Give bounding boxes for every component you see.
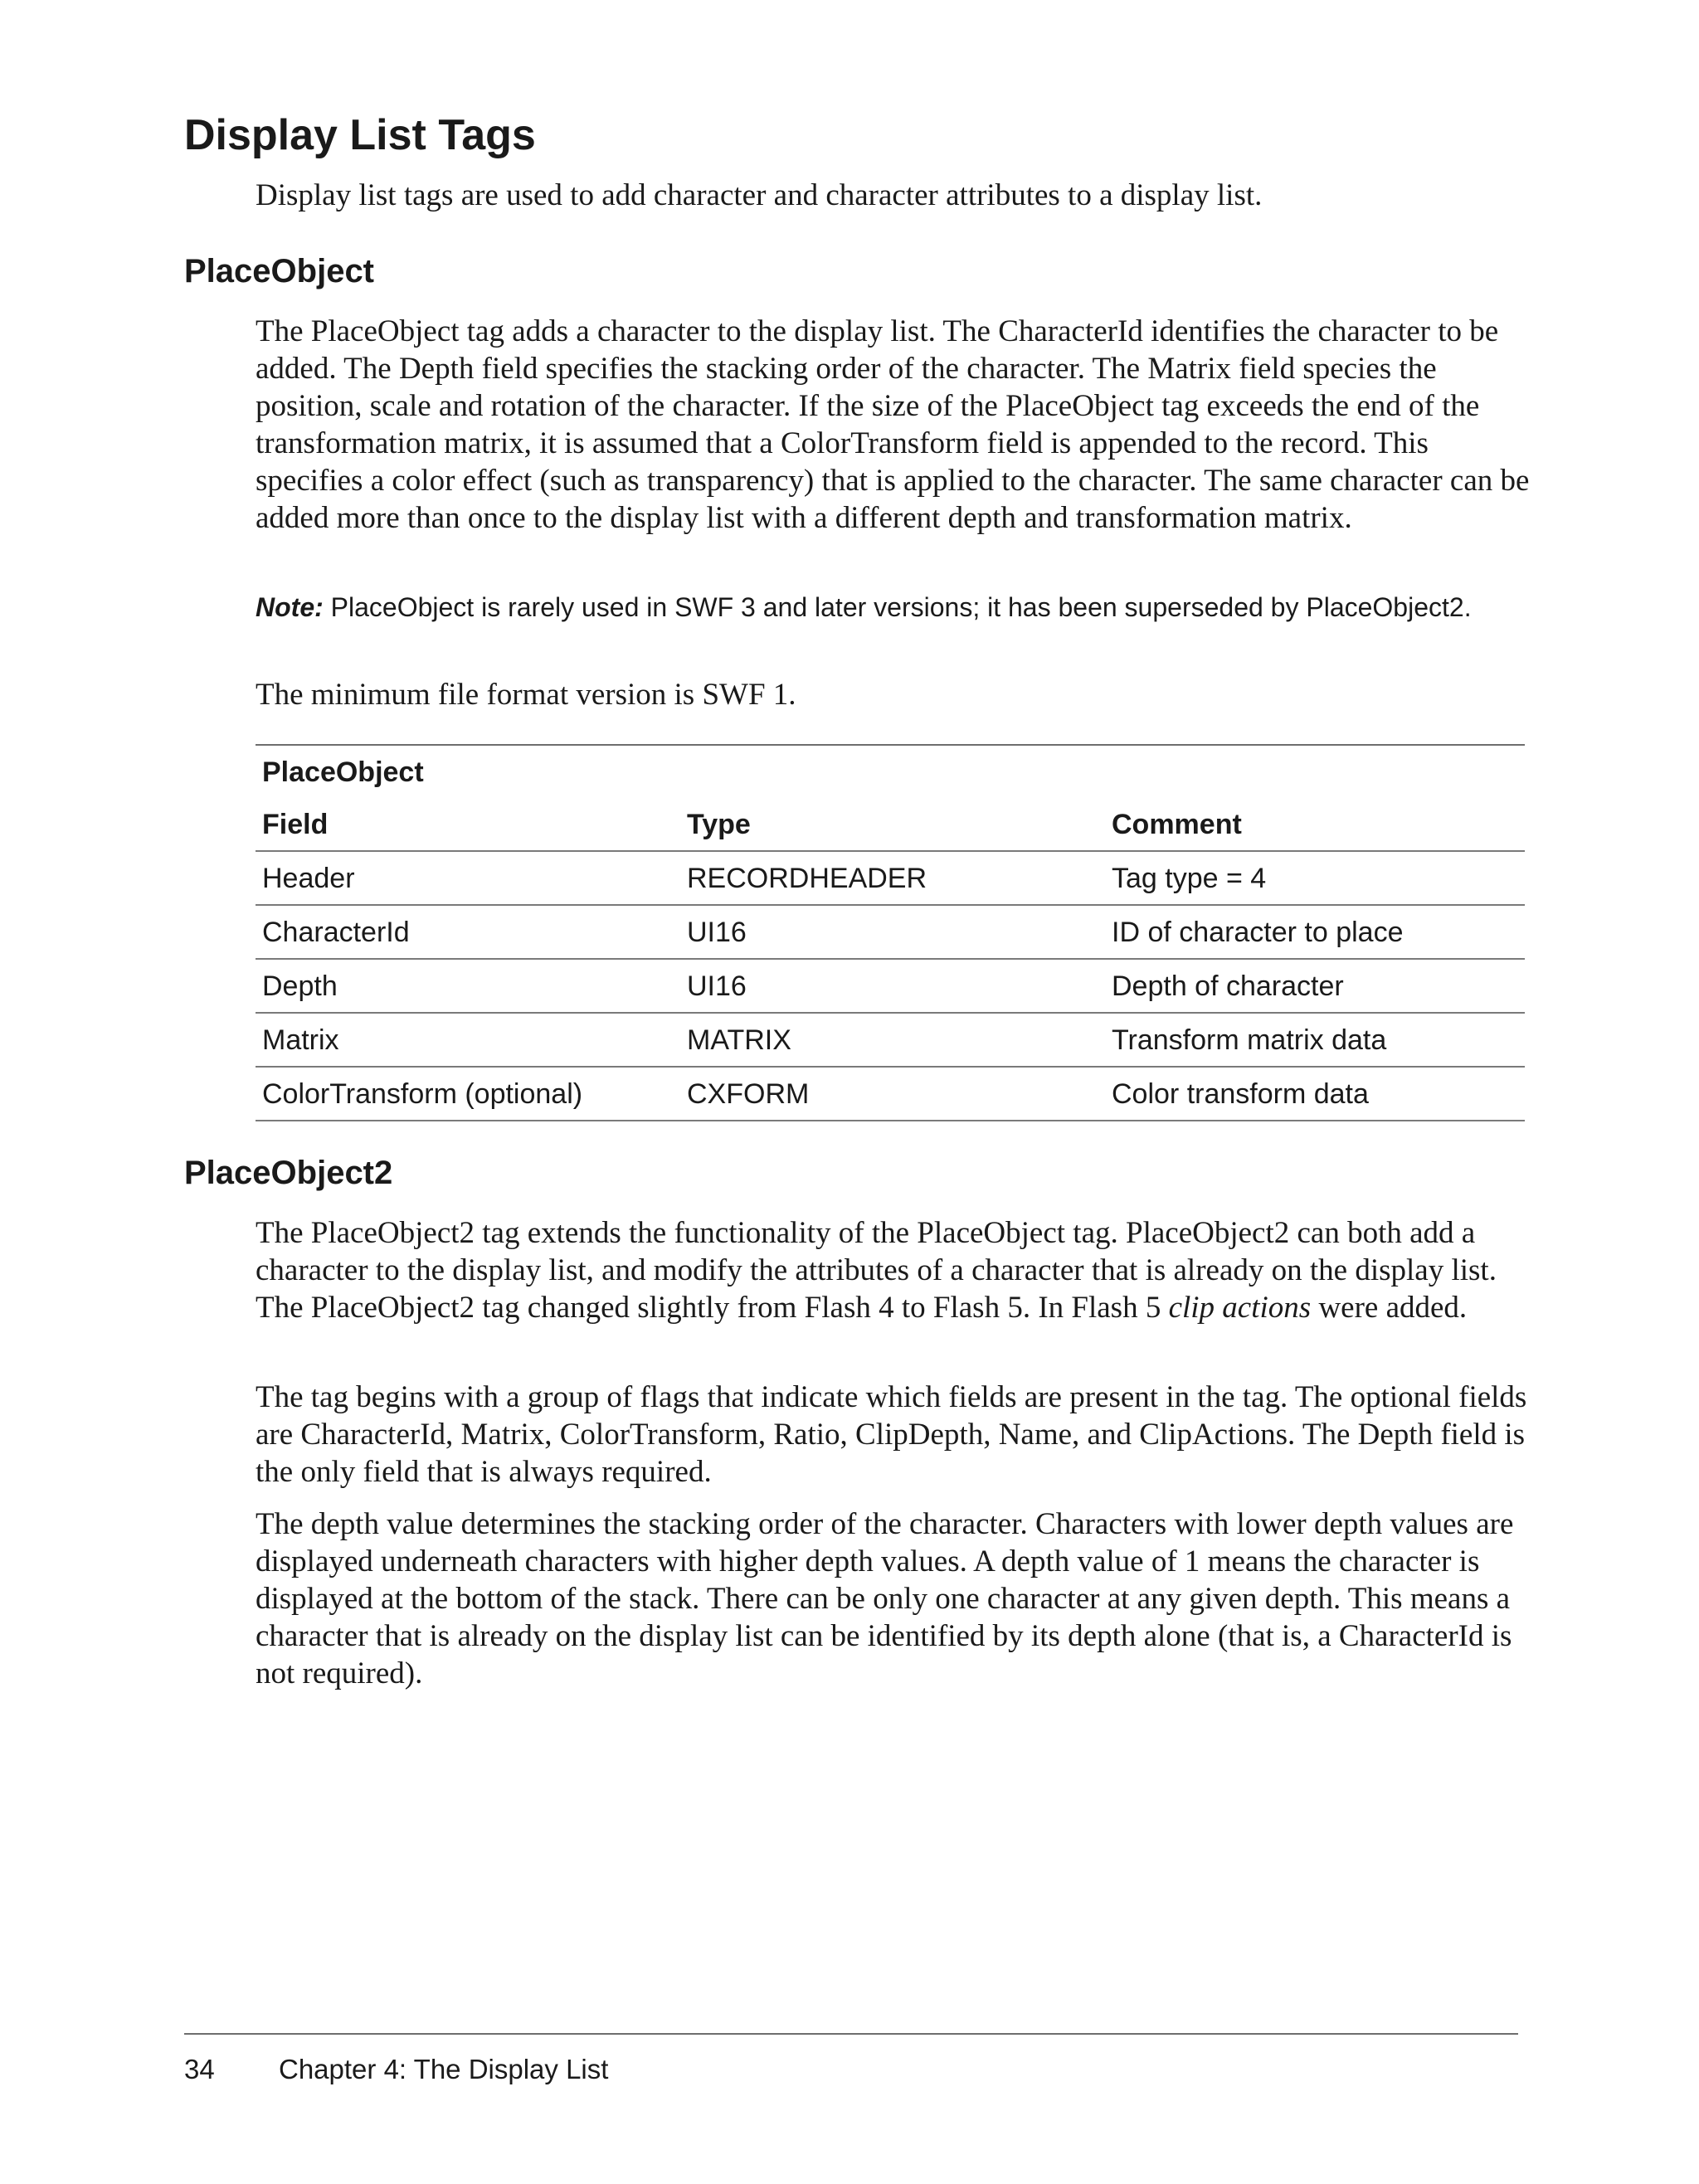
table-cell: Transform matrix data	[1112, 1024, 1387, 1056]
placeobject2-paragraph-1	[256, 1214, 1533, 1326]
min-version-paragraph: The minimum file format version is SWF 1.	[256, 678, 796, 712]
p1-text-end: were added.	[1311, 1291, 1468, 1325]
table-caption: PlaceObject	[256, 744, 1525, 798]
table-cell: UI16	[687, 917, 747, 948]
table-cell: CharacterId	[262, 917, 410, 948]
footer-divider	[184, 2033, 1518, 2035]
p1-text-start: The PlaceObject2 tag extends the functionality of the PlaceObject tag. PlaceObject2 can both add a character to the display list, and modify the attributes of a character that is already on the display list. The PlaceObject2 tag changed slightly from Flash 4 to Flash 5. In Flash 5	[256, 1216, 1497, 1325]
table-header-cell: Type	[687, 809, 751, 840]
footer-page-number: 34	[184, 2054, 215, 2084]
page-title: Display List Tags	[184, 111, 536, 159]
note-block	[256, 592, 1533, 623]
table-row	[256, 1014, 1525, 1068]
table-header-row	[256, 798, 1525, 852]
table-cell: ColorTransform (optional)	[262, 1078, 583, 1110]
table-row	[256, 906, 1525, 960]
table-header-cell: Field	[262, 809, 329, 840]
intro-paragraph: Display list tags are used to add character and character attributes to a display list.	[256, 178, 1263, 212]
table-cell: RECORDHEADER	[687, 863, 927, 894]
note-label: Note:	[256, 592, 324, 622]
placeobject2-paragraph-3: The depth value determines the stacking order of the character. Characters with lower depth values are displayed underneath characters with higher depth values. A depth value of 1 means the character is displayed at the bottom of the stack. There can be only one character at any given depth. This means a character that is already on the display list can be identified by its depth alone (that is, a CharacterId is not required).	[256, 1507, 1514, 1690]
footer-chapter-title: Chapter 4: The Display List	[279, 2054, 609, 2084]
table-cell: Color transform data	[1112, 1078, 1369, 1110]
table-cell: ID of character to place	[1112, 917, 1404, 948]
placeobject-table	[256, 744, 1525, 1121]
placeobject2-paragraph-2: The tag begins with a group of flags that indicate which fields are present in the tag. The optional fields are CharacterId, Matrix, ColorTransform, Ratio, ClipDepth, Name, and ClipActions. The Depth field is the only field that is always required.	[256, 1380, 1527, 1489]
table-row	[256, 960, 1525, 1014]
note-text: PlaceObject is rarely used in SWF 3 and later versions; it has been superseded by PlaceObject2.	[323, 592, 1472, 622]
table-cell: MATRIX	[687, 1024, 791, 1056]
table-cell: Depth of character	[1112, 970, 1344, 1002]
section-heading-placeobject: PlaceObject	[184, 253, 375, 289]
table-cell: Matrix	[262, 1024, 339, 1056]
table-cell: Tag type = 4	[1112, 863, 1267, 894]
table-row	[256, 1068, 1525, 1121]
placeobject-paragraph: The PlaceObject tag adds a character to the display list. The CharacterId identifies the character to be added. The Depth field specifies the stacking order of the character. The Matrix field species the position, scale and rotation of the character. If the size of the PlaceObject tag exceeds the end of the transformation matrix, it is assumed that a ColorTransform field is appended to the record. This specifies a color effect (such as transparency) that is applied to the character. The same character can be added more than once to the display list with a different depth and transformation matrix.	[256, 314, 1530, 535]
table-row	[256, 852, 1525, 906]
table-cell: UI16	[687, 970, 747, 1002]
table-cell: CXFORM	[687, 1078, 810, 1110]
p1-emphasis: clip actions	[1168, 1291, 1312, 1325]
section-heading-placeobject2: PlaceObject2	[184, 1155, 393, 1191]
table-cell: Depth	[262, 970, 338, 1002]
table-header-cell: Comment	[1112, 809, 1242, 840]
table-cell: Header	[262, 863, 355, 894]
